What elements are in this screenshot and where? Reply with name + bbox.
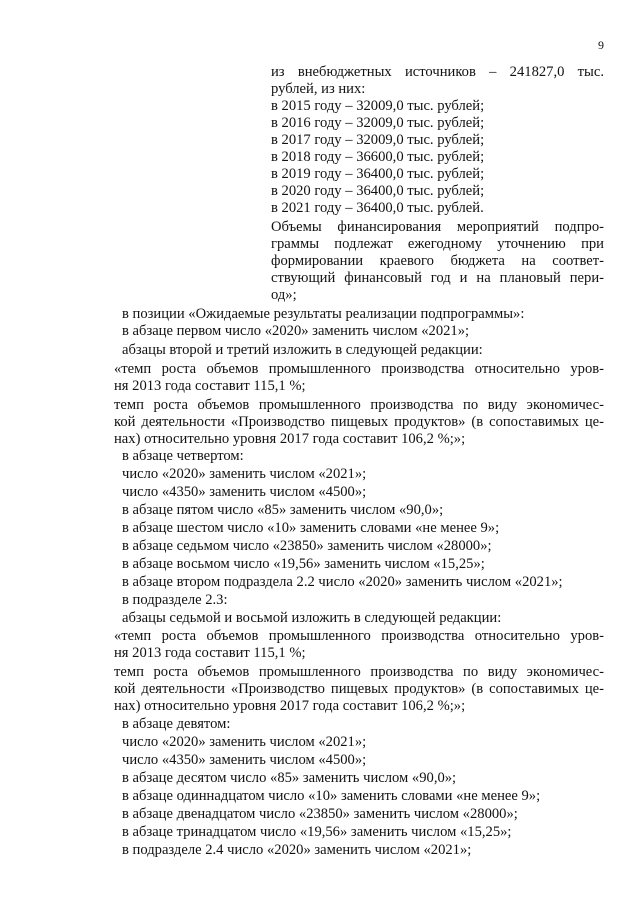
text-line: абзацы второй и третий изложить в следующей редакции: <box>122 342 483 358</box>
text-line: из внебюджетных источников – 241827,0 тыс. <box>271 64 604 80</box>
text-line: в абзаце восьмом число «19,56» заменить числом «15,25»; <box>122 556 485 572</box>
text-line: в абзаце тринадцатом число «19,56» заменить числом «15,25»; <box>122 824 512 840</box>
text-line: ня 2013 года составит 115,1 %; <box>114 378 306 394</box>
text-line: в абзаце двенадцатом число «23850» заменить числом «28000»; <box>122 806 518 822</box>
text-line: в 2016 году – 32009,0 тыс. рублей; <box>271 115 485 131</box>
text-line: кой деятельности «Производство пищевых продуктов» (в сопоставимых це- <box>114 414 604 430</box>
text-line: в подразделе 2.3: <box>122 592 228 608</box>
text-line: в абзаце первом число «2020» заменить числом «2021»; <box>122 323 470 339</box>
text-line: в абзаце одиннадцатом число «10» заменить словами «не менее 9»; <box>122 788 541 804</box>
text-line: в 2015 году – 32009,0 тыс. рублей; <box>271 98 485 114</box>
text-line: в 2020 году – 36400,0 тыс. рублей; <box>271 183 485 199</box>
text-line: формировании краевого бюджета на соответ- <box>271 253 604 269</box>
text-line: Объемы финансирования мероприятий подпро- <box>271 219 604 235</box>
text-line: ня 2013 года составит 115,1 %; <box>114 645 306 661</box>
text-line: од»; <box>271 287 297 303</box>
text-line: рублей, из них: <box>271 81 366 97</box>
text-line: в 2018 году – 36600,0 тыс. рублей; <box>271 149 485 165</box>
text-line: в подразделе 2.4 число «2020» заменить числом «2021»; <box>122 842 472 858</box>
text-line: «темп роста объемов промышленного производства относительно уров- <box>114 361 604 377</box>
page-number: 9 <box>598 38 604 52</box>
text-line: число «2020» заменить числом «2021»; <box>122 466 367 482</box>
text-line: число «4350» заменить числом «4500»; <box>122 752 367 768</box>
text-line: ствующий финансовый год и на плановый пери- <box>271 270 604 286</box>
text-line: кой деятельности «Производство пищевых продуктов» (в сопоставимых це- <box>114 681 604 697</box>
text-line: абзацы седьмой и восьмой изложить в следующей редакции: <box>122 610 502 626</box>
text-line: темп роста объемов промышленного производства по виду экономичес- <box>114 397 604 413</box>
text-line: в абзаце четвертом: <box>122 448 244 464</box>
text-line: в 2017 году – 32009,0 тыс. рублей; <box>271 132 485 148</box>
text-line: в абзаце шестом число «10» заменить словами «не менее 9»; <box>122 520 500 536</box>
text-line: число «2020» заменить числом «2021»; <box>122 734 367 750</box>
text-line: в абзаце втором подраздела 2.2 число «2020» заменить числом «2021»; <box>122 574 563 590</box>
text-line: темп роста объемов промышленного производства по виду экономичес- <box>114 664 604 680</box>
text-line: в абзаце десятом число «85» заменить числом «90,0»; <box>122 770 457 786</box>
text-line: нах) относительно уровня 2017 года составит 106,2 %;»; <box>114 698 466 714</box>
text-line: в абзаце пятом число «85» заменить числом «90,0»; <box>122 502 444 518</box>
text-line: в 2019 году – 36400,0 тыс. рублей; <box>271 166 485 182</box>
text-line: «темп роста объемов промышленного производства относительно уров- <box>114 628 604 644</box>
text-line: граммы подлежат ежегодному уточнению при <box>271 236 604 252</box>
text-line: в позиции «Ожидаемые результаты реализации подпрограммы»: <box>122 306 525 322</box>
text-line: в абзаце седьмом число «23850» заменить числом «28000»; <box>122 538 492 554</box>
text-line: в 2021 году – 36400,0 тыс. рублей. <box>271 200 484 216</box>
text-line: нах) относительно уровня 2017 года составит 106,2 %;»; <box>114 431 466 447</box>
text-line: число «4350» заменить числом «4500»; <box>122 484 367 500</box>
text-line: в абзаце девятом: <box>122 716 231 732</box>
